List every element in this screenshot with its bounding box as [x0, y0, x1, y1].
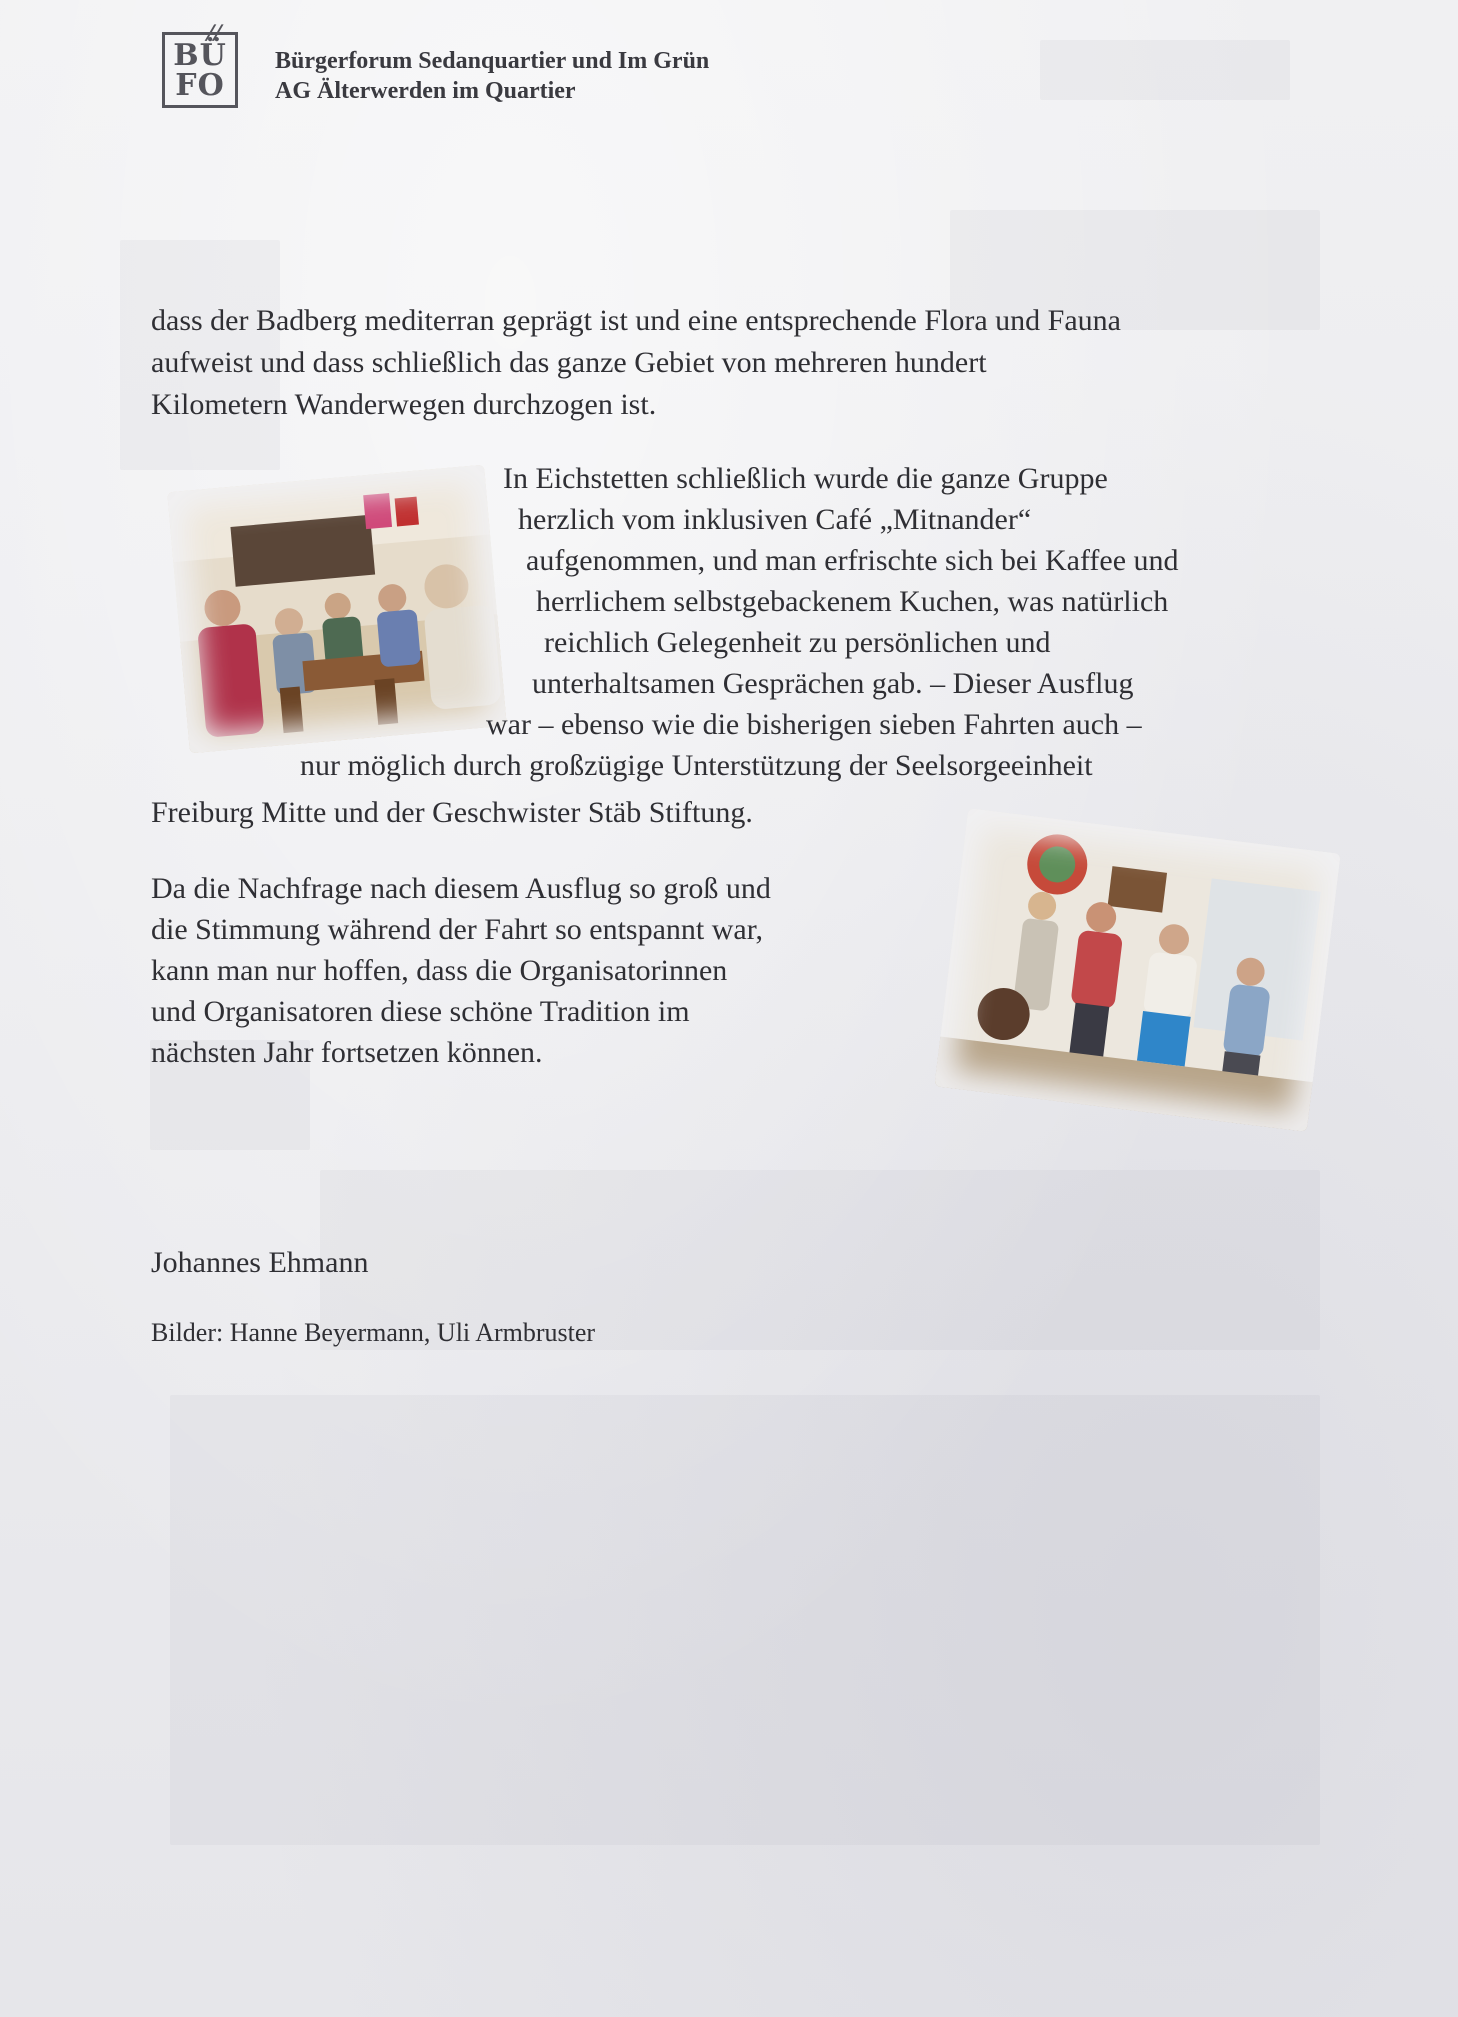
- logo-text-bottom: FO: [175, 68, 225, 103]
- paragraph-2-line: Freiburg Mitte und der Geschwister Stäb Stiftung.: [151, 796, 753, 829]
- bleed-through-block: [1040, 40, 1290, 100]
- logo-text-top: BÜ: [173, 38, 227, 73]
- paragraph-1-line: aufweist und dass schließlich das ganze Gebiet von mehreren hundert: [151, 346, 987, 379]
- logo-mark-icon: //: [203, 20, 225, 44]
- paragraph-2-line: war – ebenso wie die bisherigen sieben Fahrten auch –: [486, 708, 1142, 741]
- working-group-name: AG Älterwerden im Quartier: [275, 78, 576, 104]
- paragraph-2-line: aufgenommen, und man erfrischte sich bei Kaffee und: [526, 544, 1179, 577]
- standing-group-photo: [934, 808, 1340, 1132]
- paragraph-2-line: nur möglich durch großzügige Unterstützung der Seelsorgeeinheit: [300, 749, 1093, 782]
- org-name: Bürgerforum Sedanquartier und Im Grün: [275, 48, 710, 74]
- standing-photo-image: [934, 808, 1340, 1132]
- letterhead: [275, 46, 709, 106]
- author-name: Johannes Ehmann: [151, 1246, 369, 1279]
- paragraph-1-line: dass der Badberg mediterran geprägt ist und eine entsprechende Flora und Fauna: [151, 304, 1121, 337]
- paragraph-2-line: herzlich vom inklusiven Café „Mitnander“: [518, 503, 1032, 536]
- cafe-photo-image: [167, 465, 507, 754]
- photo-credits: Bilder: Hanne Beyermann, Uli Armbruster: [151, 1318, 596, 1347]
- paragraph-2-line: In Eichstetten schließlich wurde die ganze Gruppe: [503, 462, 1108, 495]
- paragraph-2-line: reichlich Gelegenheit zu persönlichen und: [544, 626, 1051, 659]
- paragraph-3-line: Da die Nachfrage nach diesem Ausflug so groß und: [151, 872, 771, 905]
- paragraph-2-line: herrlichem selbstgebackenem Kuchen, was natürlich: [536, 585, 1169, 618]
- paragraph-2-line: unterhaltsamen Gesprächen gab. – Dieser Ausflug: [532, 667, 1134, 700]
- bleed-through-block: [170, 1395, 1320, 1845]
- paragraph-1-line: Kilometern Wanderwegen durchzogen ist.: [151, 388, 657, 421]
- paragraph-3-line: die Stimmung während der Fahrt so entspannt war,: [151, 913, 764, 946]
- paragraph-3-line: und Organisatoren diese schöne Tradition im: [151, 995, 690, 1028]
- paragraph-3-line: nächsten Jahr fortsetzen können.: [151, 1036, 543, 1069]
- cafe-group-photo: [167, 465, 507, 754]
- paragraph-3-line: kann man nur hoffen, dass die Organisatorinnen: [151, 954, 728, 987]
- bufo-logo: [162, 32, 238, 108]
